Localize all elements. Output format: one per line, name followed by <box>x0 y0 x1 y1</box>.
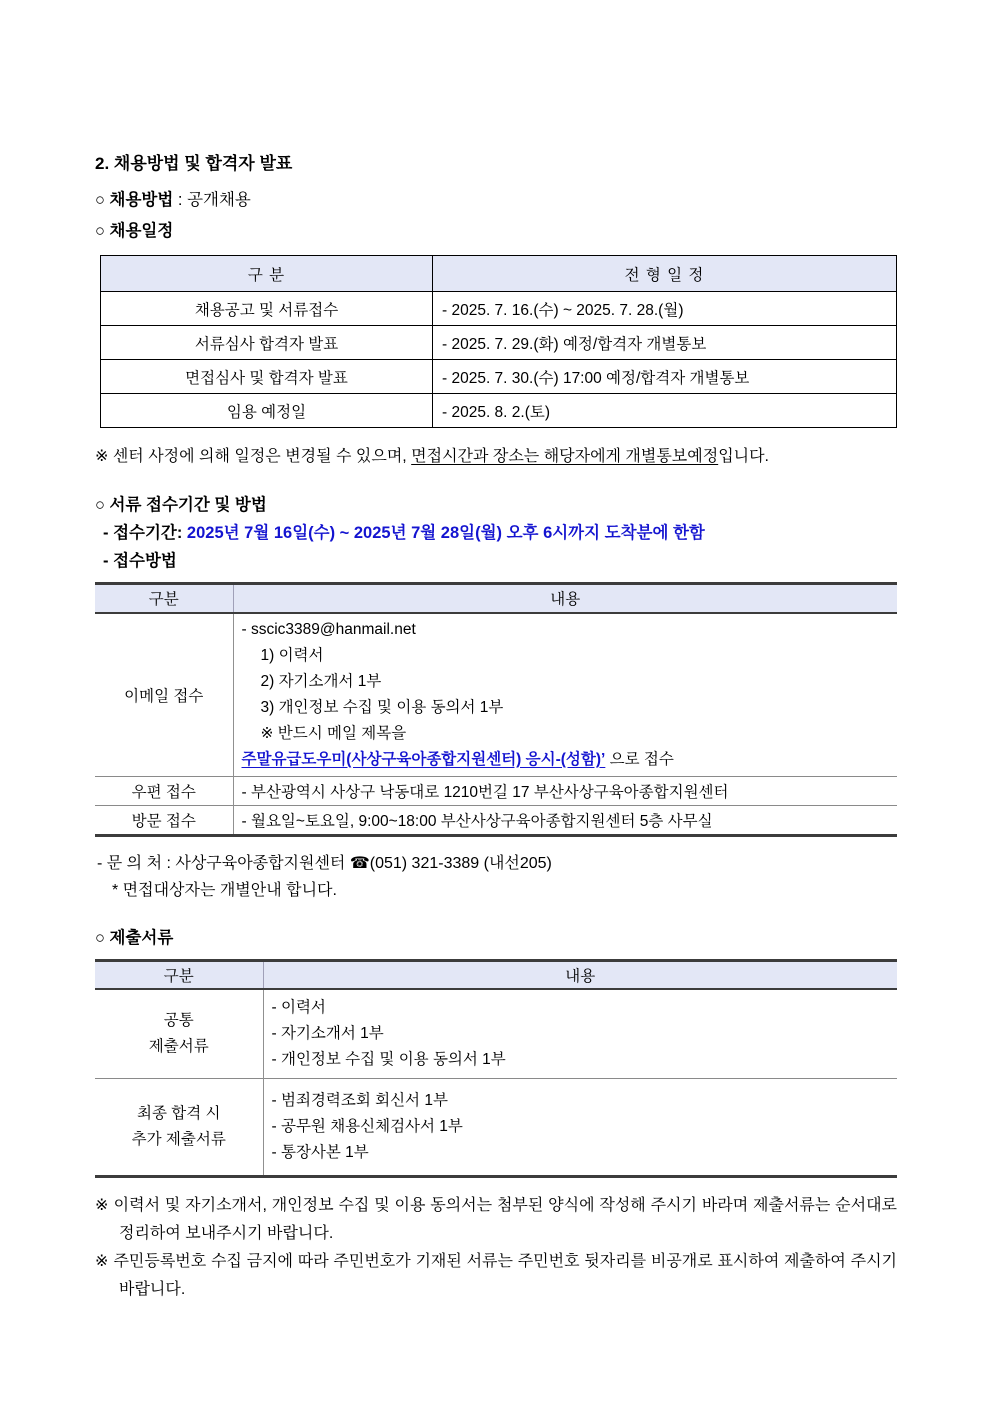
schedule-table <box>100 255 897 428</box>
apply-period-line <box>95 519 897 547</box>
schedule-header-timeline: 전 형 일 정 <box>433 256 897 292</box>
email-item-3: 3) 개인정보 수집 및 이용 동의서 1부 <box>260 698 504 716</box>
section-title: 2. 채용방법 및 합격자 발표 <box>95 154 293 173</box>
apply-method-header-category: 구분 <box>95 584 233 613</box>
submit-row-items: - 이력서 - 자기소개서 1부 - 개인정보 수집 및 이용 동의서 1부 <box>263 989 897 1079</box>
submit-row-label: 공통 제출서류 <box>148 1012 209 1055</box>
schedule-change-note: ※ 센터 사정에 의해 일정은 변경될 수 있으며, 면접시간과 장소는 해당자에게 개별통보예정입니다. <box>95 448 770 465</box>
submit-row-common <box>95 989 897 1079</box>
schedule-row-label: 임용 예정일 <box>101 394 433 428</box>
schedule-row-label: 채용공고 및 서류접수 <box>101 292 433 326</box>
schedule-note-underlined: 면접시간과 장소는 해당자에게 개별통보예정 <box>411 448 719 465</box>
schedule-row-value: - 2025. 8. 2.(토) <box>433 394 897 428</box>
schedule-row-interview <box>101 360 897 394</box>
submit-documents-table <box>95 959 897 1179</box>
apply-method-table <box>95 582 897 837</box>
apply-method-row-email <box>95 613 897 777</box>
document-content <box>95 152 897 1304</box>
apply-method-row-visit <box>95 805 897 835</box>
apply-method-header-content: 내용 <box>233 584 897 613</box>
apply-method-row-label: 이메일 접수 <box>124 687 204 705</box>
submit-row-items: - 범죄경력조회 회신서 1부 - 공무원 채용신체검사서 1부 - 통장사본 1부 <box>263 1079 897 1177</box>
apply-method-row-label: 우편 접수 <box>95 776 233 805</box>
apply-method-label: - 접수방법 <box>103 552 177 570</box>
apply-method-row-mail <box>95 776 897 805</box>
schedule-row-value: - 2025. 7. 29.(화) 예정/합격자 개별통보 <box>433 326 897 360</box>
apply-period-value: 2025년 7월 16일(수) ~ 2025년 7월 28일(월) 오후 6시까지 도착분에 한함 <box>186 524 705 542</box>
submit-header-content: 내용 <box>263 960 897 989</box>
recruitment-method-line <box>95 185 897 216</box>
recruitment-schedule-label: ○ 채용일정 <box>95 222 174 240</box>
email-subject-tail: 으로 접수 <box>605 750 674 768</box>
apply-section-heading: ○ 서류 접수기간 및 방법 <box>95 496 267 514</box>
email-address: - sscic3389@hanmail.net <box>241 620 416 638</box>
footnotes <box>95 1192 897 1304</box>
submit-table-header-row <box>95 960 897 989</box>
schedule-row-value: - 2025. 7. 16.(수) ~ 2025. 7. 28.(월) <box>433 292 897 326</box>
submit-header-category: 구분 <box>95 960 263 989</box>
apply-method-header-row <box>95 584 897 613</box>
recruitment-method-label: ○ 채용방법 <box>95 191 174 209</box>
apply-method-row-label: 방문 접수 <box>95 805 233 835</box>
apply-method-row-value: - 월요일~토요일, 9:00~18:00 부산사상구육아종합지원센터 5층 사무실 <box>233 805 897 835</box>
schedule-row-value: - 2025. 7. 30.(수) 17:00 예정/합격자 개별통보 <box>433 360 897 394</box>
schedule-row-appointment <box>101 394 897 428</box>
schedule-header-category: 구 분 <box>101 256 433 292</box>
submit-row-final <box>95 1079 897 1177</box>
footnote-forms: ※ 이력서 및 자기소개서, 개인정보 수집 및 이용 동의서는 첨부된 양식에 작성해 주시기 바라며 제출서류는 순서대로 정리하여 보내주시기 바랍니다. <box>95 1197 897 1242</box>
email-subject-note: ※ 반드시 메일 제목을 <box>260 724 407 742</box>
schedule-table-header-row <box>101 256 897 292</box>
apply-method-row-value: - 부산광역시 사상구 낙동대로 1210번길 17 부산사상구육아종합지원센터 <box>233 776 897 805</box>
email-item-2: 2) 자기소개서 1부 <box>260 672 382 690</box>
apply-period-label: - 접수기간: <box>103 524 187 542</box>
email-subject-link[interactable]: 주말유급도우미(사상구육아종합지원센터) 응시-(성함)’ <box>241 750 606 768</box>
schedule-row-label: 면접심사 및 합격자 발표 <box>101 360 433 394</box>
contact-info-line: - 문 의 처 : 사상구육아종합지원센터 ☎(051) 321-3389 (내선205) <box>97 854 552 872</box>
footnote-privacy: ※ 주민등록번호 수집 금지에 따라 주민번호가 기재된 서류는 주민번호 뒷자리를 비공개로 표시하여 제출하여 주시기 바랍니다. <box>95 1253 897 1298</box>
submit-section-heading: ○ 제출서류 <box>95 928 174 947</box>
schedule-row-announcement <box>101 292 897 326</box>
schedule-row-document-review <box>101 326 897 360</box>
submit-row-label: 최종 합격 시 추가 제출서류 <box>95 1079 263 1177</box>
email-item-1: 1) 이력서 <box>260 646 324 664</box>
recruitment-method-value: : 공개채용 <box>173 191 251 209</box>
email-subject-line <box>242 747 890 773</box>
schedule-row-label: 서류심사 합격자 발표 <box>101 326 433 360</box>
apply-method-email-cell <box>233 613 897 777</box>
interview-notice-line: * 면접대상자는 개별안내 합니다. <box>112 881 337 899</box>
